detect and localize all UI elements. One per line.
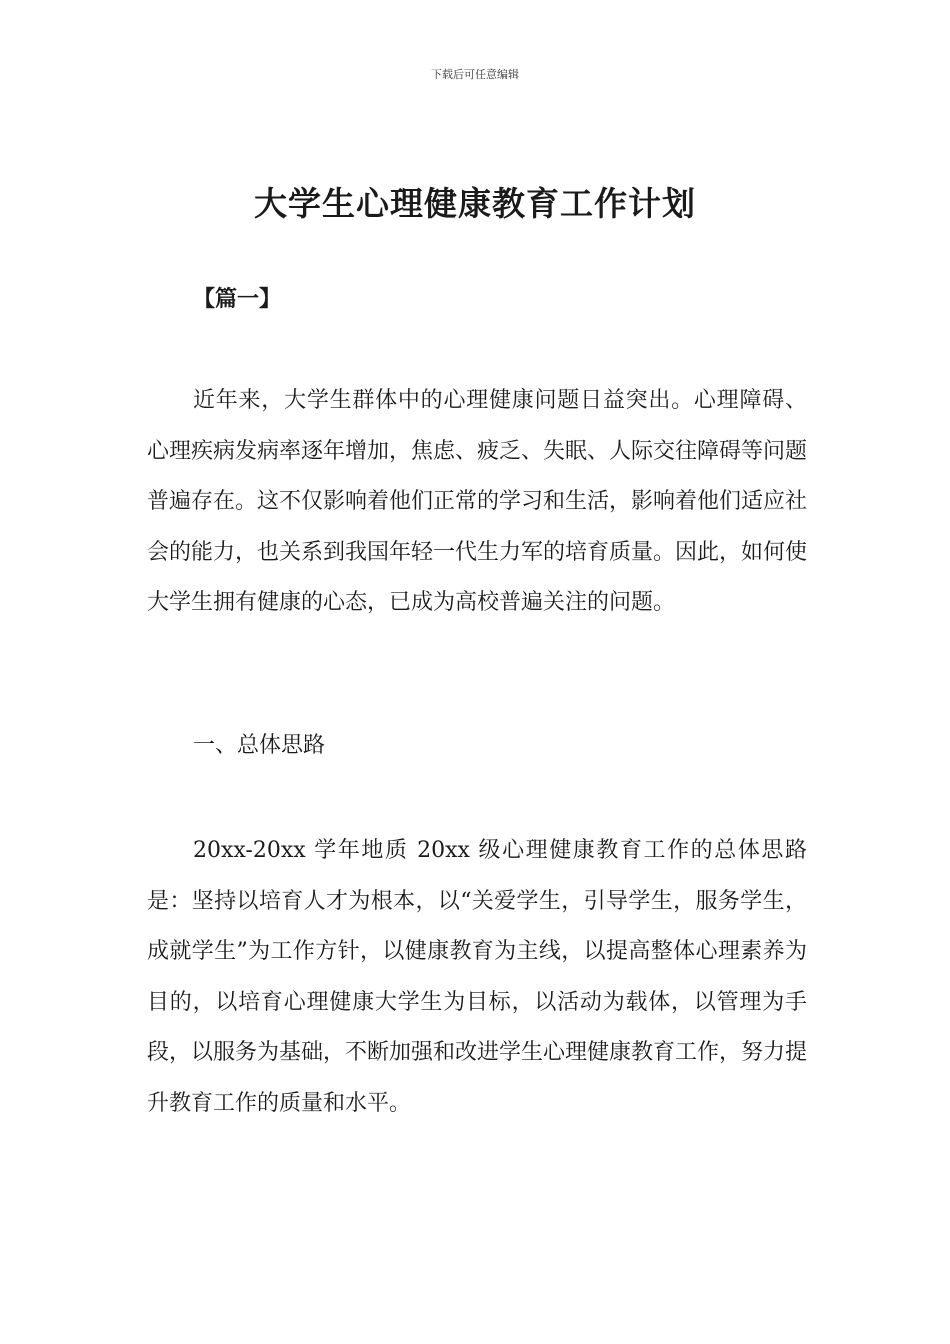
paragraph-overall-approach: 20xx-20xx 学年地质 20xx 级心理健康教育工作的总体思路是：坚持以培育人才为根本，以“关爱学生，引导学生，服务学生，成就学生”为工作方针，以健康教育为主线，以提高整体心理素养为目的，以培育心理健康大学生为目标，以活动为载体，以管理为手段，以服务为基础，不断加强和改进学生心理健康教育工作，努力提升教育工作的质量和水平。 bbox=[147, 838, 808, 1116]
paragraph-intro: 近年来，大学生群体中的心理健康问题日益突出。心理障碍、心理疾病发病率逐年增加，焦虑、疲乏、失眠、人际交往障碍等问题普遍存在。这不仅影响着他们正常的学习和生活，影响着他们适应社会的能力，也关系到我国年轻一代生力军的培育质量。因此，如何使大学生拥有健康的心态，已成为高校普遍关注的问题。 bbox=[147, 388, 808, 615]
section-tag: 【篇一】 bbox=[193, 286, 282, 312]
header-note: 下载后可任意编辑 bbox=[431, 68, 519, 81]
document-title: 大学生心理健康教育工作计划 bbox=[254, 184, 696, 223]
section-heading: 一、总体思路 bbox=[193, 733, 326, 758]
